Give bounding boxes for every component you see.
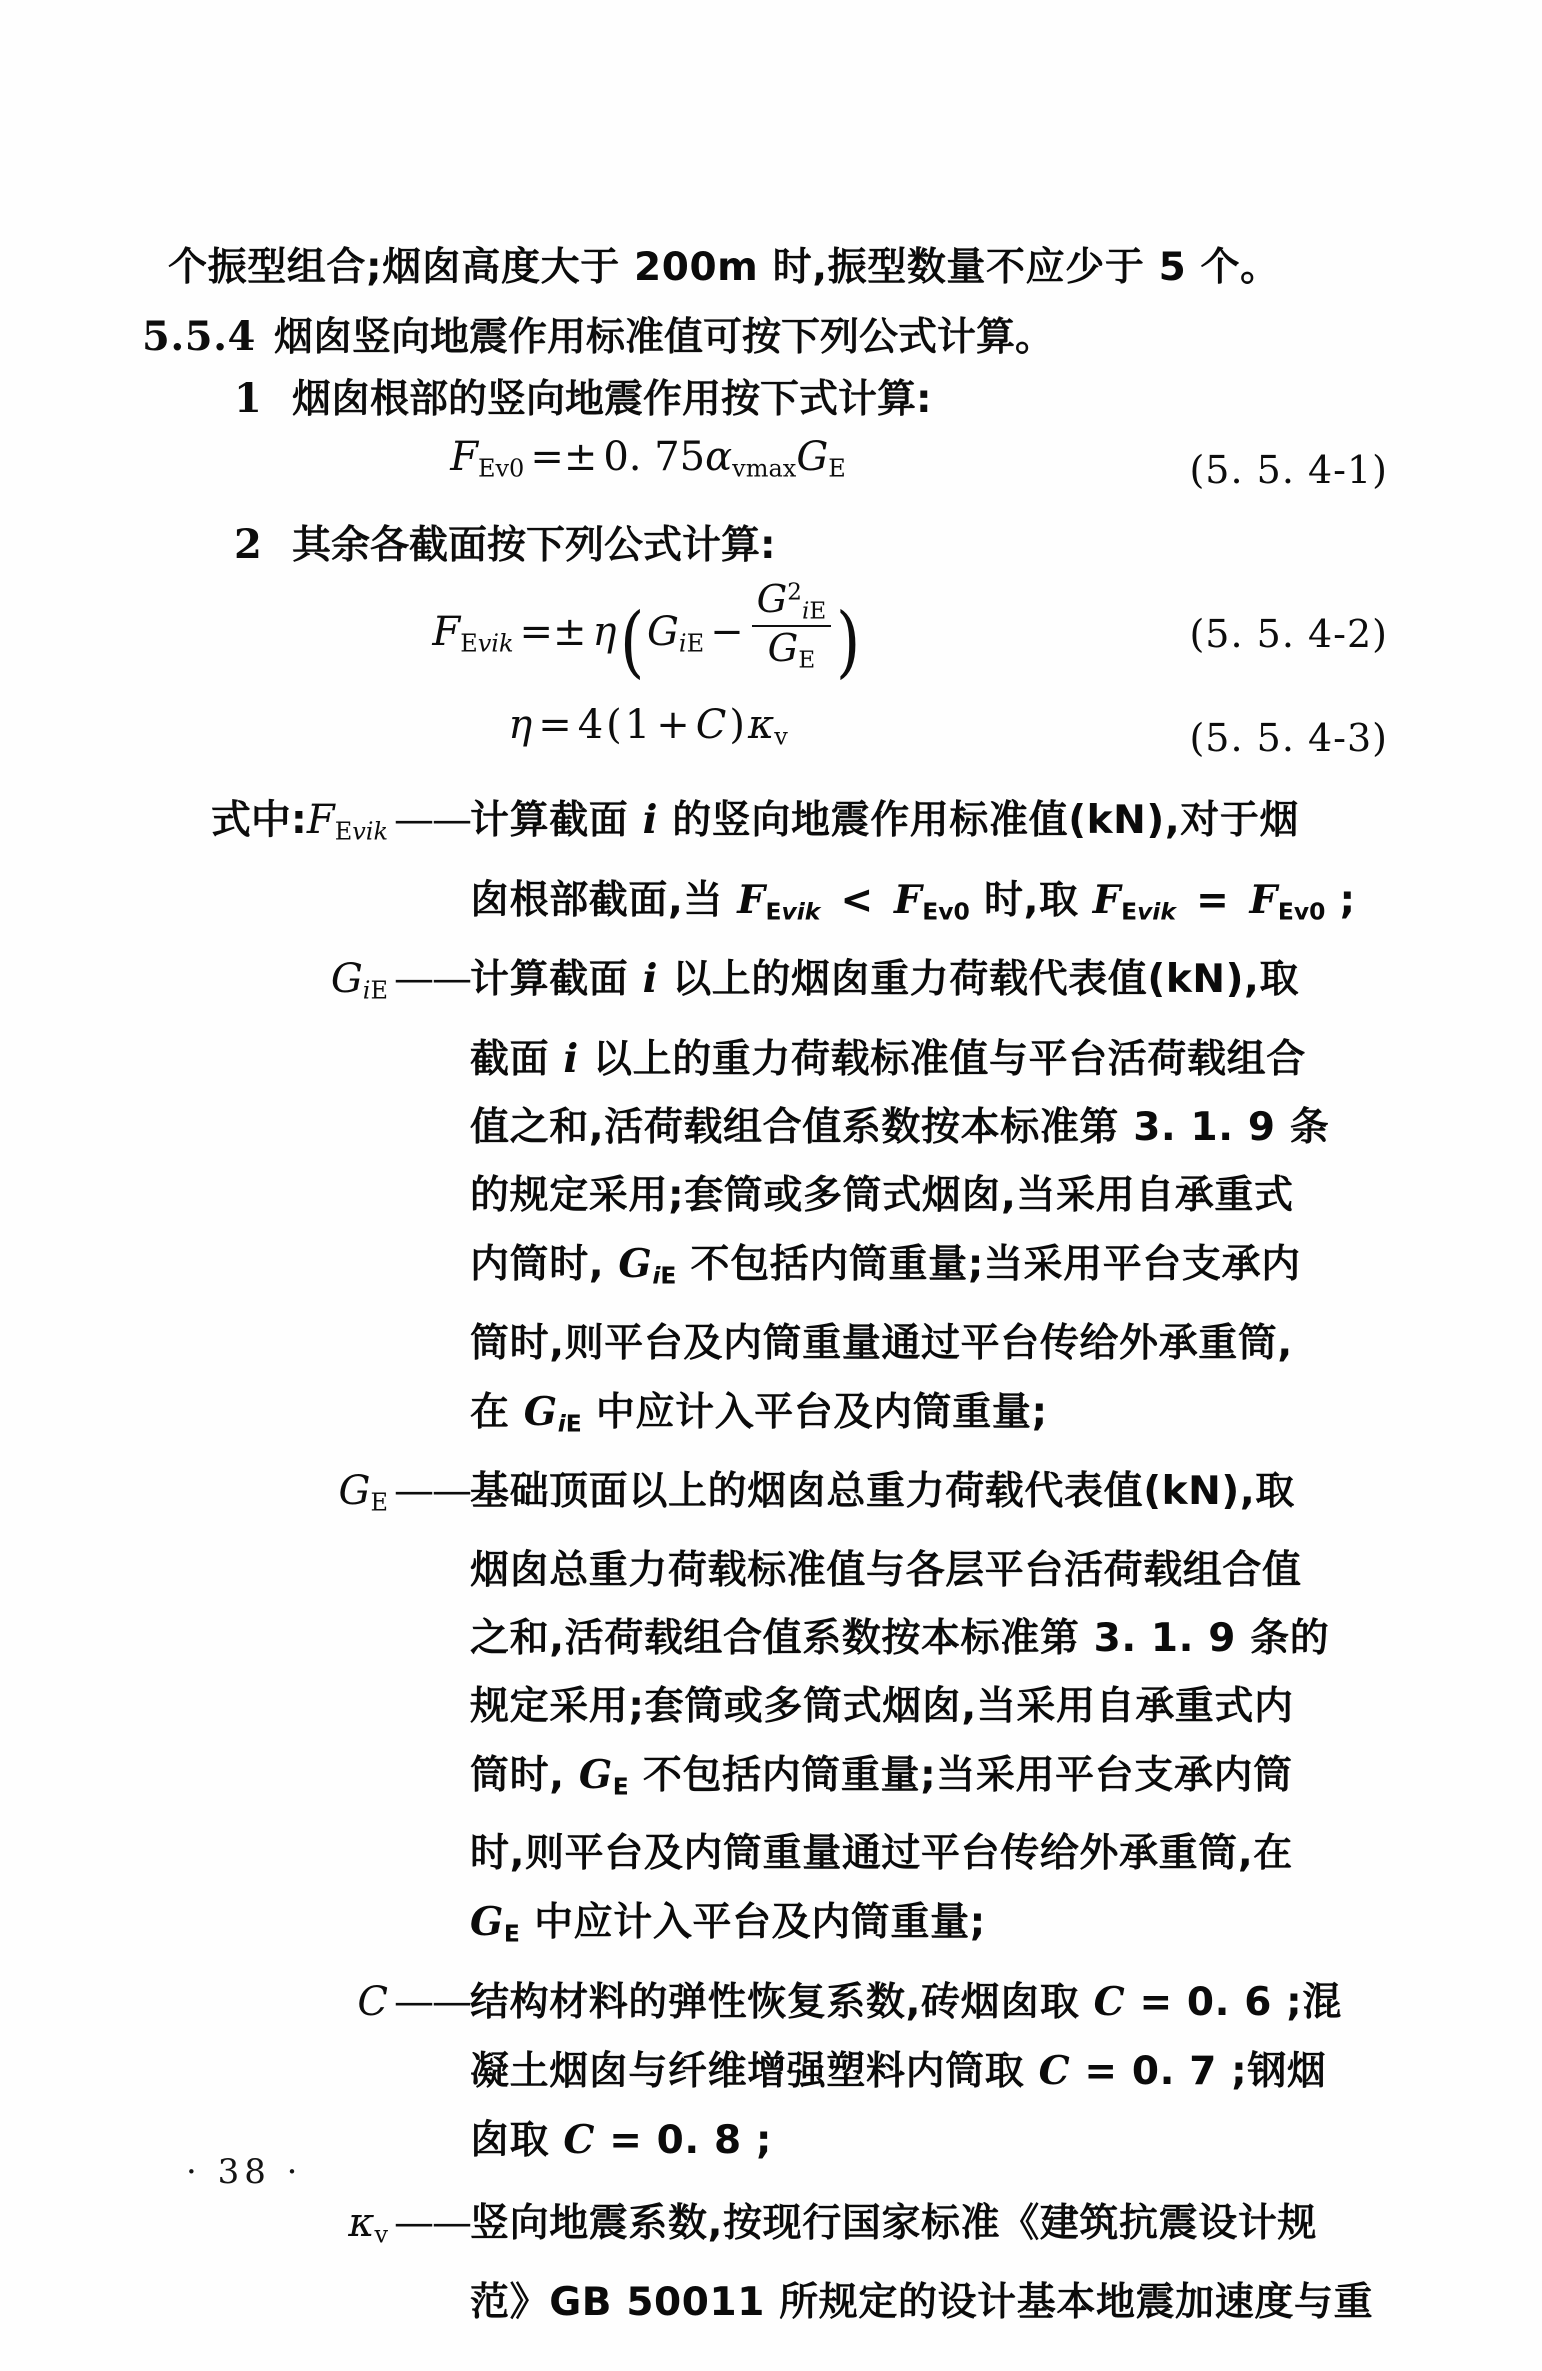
equation-number: (5. 5. 4-2) (1189, 612, 1388, 656)
definition-dash: —— (394, 1978, 470, 2025)
definition-line: $G_E$ 中应计入平台及内筒重量; (470, 1899, 986, 1948)
equation-5-5-4-2: $F_{Evik} =\pm \eta(G_{iE}$ − $\frac{G^2_{iE}}{G_E}$ ) (432, 577, 861, 688)
definition-row (168, 945, 1388, 1025)
definition-line: 之和,活荷载组合值系数按本标准第 3. 1. 9 条的 (470, 1615, 1330, 1661)
equation-block (168, 434, 1388, 508)
definition-dash: —— (394, 956, 470, 1003)
definition-line: 规定采用;套筒或多筒式烟囱,当采用自承重式内 (470, 1683, 1294, 1729)
page-footer: · 38 · (186, 2152, 303, 2192)
definition-row (168, 2189, 1388, 2269)
definition-line: 囱根部截面,当 $F_{Evik} < F_{Ev0}$ 时,取 $F_{Evik} = F_{Ev0}$ ; (470, 876, 1356, 926)
item-number: 1 (234, 375, 262, 422)
item-text: 其余各截面按下列公式计算: (292, 523, 776, 568)
definition-row (168, 1968, 1388, 2037)
definition-line: 基础顶面以上的烟囱总重力荷载代表值(kN),取 (470, 1469, 1295, 1515)
equation-block (168, 702, 1388, 776)
definition-line: 在 $G_{iE}$ 中应计入平台及内筒重量; (470, 1388, 1048, 1438)
item-number: 2 (234, 521, 262, 568)
equation-5-5-4-3: $\eta = 4(1 + C)\kappa_v$ (508, 702, 788, 751)
definition-symbol-kappa-v: $\kappa_v$ —— (348, 2199, 470, 2249)
definition-symbol-f-evik: 式中$:F_{Evik}$ —— (210, 797, 470, 846)
definition-line: 内筒时, $G_{iE}$ 不包括内筒重量;当采用平台支承内 (470, 1240, 1301, 1290)
definition-line: 计算截面 i 以上的烟囱重力荷载代表值(kN),取 (470, 956, 1300, 1003)
definition-line: 值之和,活荷载组合值系数按本标准第 3. 1. 9 条 (470, 1104, 1330, 1150)
equation-5-5-4-1: $F_{Ev0} =\pm 0$. $75\alpha_{vmax}G_E$ (450, 434, 846, 483)
equation-number: (5. 5. 4-1) (1189, 448, 1388, 492)
carryover-paragraph: 个振型组合;烟囱高度大于 200m 时,振型数量不应少于 5 个。 (168, 245, 1280, 290)
definition-symbol-c: C —— (357, 1978, 470, 2025)
definition-line: 结构材料的弹性恢复系数,砖烟囱取 C = 0. 6 ;混 (470, 1978, 1342, 2025)
definition-line: 的规定采用;套筒或多筒式烟囱,当采用自承重式 (470, 1172, 1294, 1218)
definition-dash: —— (394, 797, 470, 843)
definition-row (168, 786, 1388, 866)
definition-line: 筒时,则平台及内筒重量通过平台传给外承重筒, (470, 1320, 1293, 1366)
definition-line: 筒时, $G_E$ 不包括内筒重量;当采用平台支承内筒 (470, 1751, 1293, 1801)
definition-line: 计算截面 i 的竖向地震作用标准值(kN),对于烟 (470, 797, 1300, 843)
definition-line: 烟囱总重力荷载标准值与各层平台活荷载组合值 (470, 1547, 1302, 1593)
equation-number: (5. 5. 4-3) (1189, 716, 1388, 760)
item-text: 烟囱根部的竖向地震作用按下式计算: (292, 377, 932, 422)
definition-dash: —— (394, 2199, 470, 2246)
symbol-definitions (168, 786, 1388, 2337)
definition-line: 凝土烟囱与纤维增强塑料内筒取 C = 0. 7 ;钢烟 (470, 2047, 1327, 2094)
definition-line: 截面 i 以上的重力荷载标准值与平台活荷载组合 (470, 1035, 1306, 1082)
clause-number: 5.5.4 (142, 313, 256, 360)
list-item (168, 368, 1388, 424)
definition-line: 竖向地震系数,按现行国家标准《建筑抗震设计规 (470, 2200, 1318, 2246)
definition-dash: —— (394, 1468, 470, 1515)
list-item (168, 514, 1388, 570)
definition-row (168, 1457, 1388, 1537)
equation-block (168, 577, 1388, 692)
definition-line: 时,则平台及内筒重量通过平台传给外承重筒,在 (470, 1831, 1293, 1877)
clause-heading (142, 306, 1388, 362)
definition-line: 囱取 C = 0. 8 ; (470, 2116, 773, 2163)
definition-symbol-g-ie: $G_{iE}$ —— (330, 956, 470, 1005)
clause-text: 烟囱竖向地震作用标准值可按下列公式计算。 (274, 315, 1055, 360)
definition-symbol-g-e: $G_E$ —— (338, 1468, 470, 1517)
where-label: 式中: (210, 797, 307, 843)
page-content (142, 236, 1388, 2337)
definition-line: 范》GB 50011 所规定的设计基本地震加速度与重 (470, 2279, 1374, 2325)
